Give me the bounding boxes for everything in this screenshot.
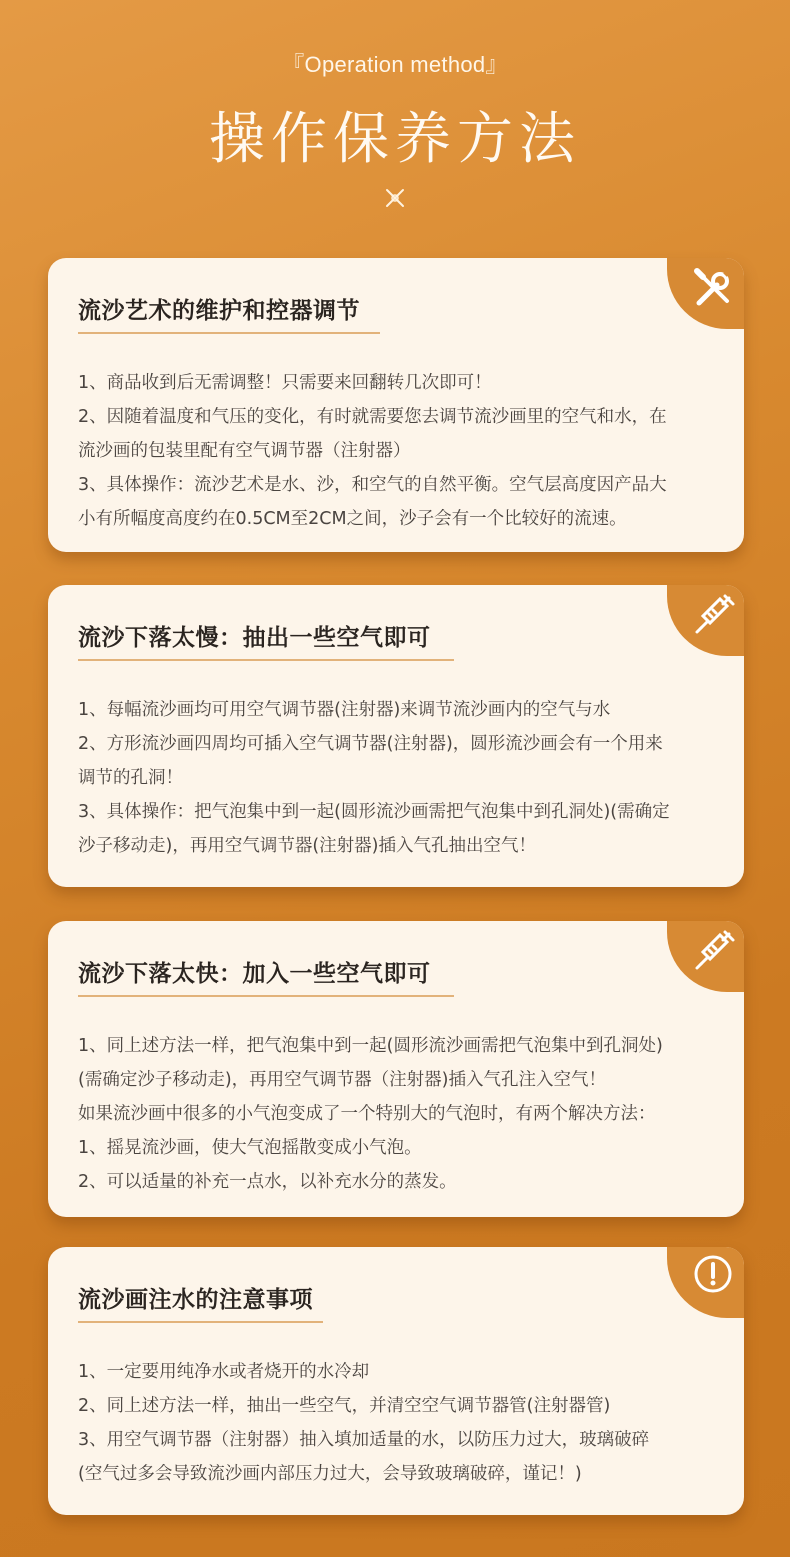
- card-line: 2、方形流沙画四周均可插入空气调节器(注射器)，圆形流沙画会有一个用来: [78, 734, 663, 754]
- page-title: 操作保养方法: [209, 107, 581, 172]
- card-line: 1、商品收到后无需调整！只需要来回翻转几次即可！: [78, 373, 492, 393]
- card-body: [78, 1029, 718, 1199]
- card-line: 1、同上述方法一样，把气泡集中到一起(圆形流沙画需把气泡集中到孔洞处): [78, 1036, 663, 1056]
- card-body: [78, 1355, 718, 1491]
- title-underline: [78, 1321, 323, 1323]
- card-body: [78, 366, 718, 536]
- title-underline: [78, 332, 380, 334]
- syringe-icon: [687, 590, 739, 642]
- card-too-fast: [48, 921, 744, 1217]
- card-line: 2、同上述方法一样，抽出一些空气，并清空空气调节器管(注射器管): [78, 1396, 611, 1416]
- card-line: (需确定沙子移动走)，再用空气调节器（注射器)插入气孔注入空气！: [78, 1070, 606, 1090]
- cross-ornament-icon: [384, 187, 406, 209]
- card-line: 调节的孔洞！: [78, 768, 183, 788]
- card-line: 2、因随着温度和气压的变化，有时就需要您去调节流沙画里的空气和水，在: [78, 407, 667, 427]
- card-icon-tab: [667, 1247, 744, 1318]
- card-line: 如果流沙画中很多的小气泡变成了一个特别大的气泡时，有两个解决方法：: [78, 1104, 656, 1124]
- card-too-slow: [48, 585, 744, 887]
- header: [0, 0, 790, 240]
- card-line: 3、具体操作：把气泡集中到一起(圆形流沙画需把气泡集中到孔洞处)(需确定: [78, 802, 670, 822]
- card-title: 流沙下落太慢：抽出一些空气即可: [78, 625, 431, 651]
- card-body: [78, 693, 718, 863]
- card-icon-tab: [667, 585, 744, 656]
- card-title: 流沙画注水的注意事项: [78, 1287, 313, 1313]
- card-line: 2、可以适量的补充一点水，以补充水分的蒸发。: [78, 1172, 457, 1192]
- card-line: 流沙画的包装里配有空气调节器（注射器）: [78, 441, 411, 461]
- card-line: 1、每幅流沙画均可用空气调节器(注射器)来调节流沙画内的空气与水: [78, 700, 611, 720]
- title-underline: [78, 995, 454, 997]
- card-icon-tab: [667, 921, 744, 992]
- card-line: (空气过多会导致流沙画内部压力过大，会导致玻璃破碎，谨记！): [78, 1464, 582, 1484]
- card-line: 小有所幅度高度约在0.5CM至2CM之间，沙子会有一个比较好的流速。: [78, 509, 627, 529]
- card-maintenance: [48, 258, 744, 552]
- wrench-screwdriver-icon: [687, 263, 739, 315]
- title-underline: [78, 659, 454, 661]
- card-line: 1、一定要用纯净水或者烧开的水冷却: [78, 1362, 370, 1382]
- card-title: 流沙艺术的维护和控器调节: [78, 298, 360, 324]
- card-water-notice: [48, 1247, 744, 1515]
- syringe-icon: [687, 926, 739, 978]
- exclamation-circle-icon: [687, 1252, 739, 1304]
- card-title: 流沙下落太快：加入一些空气即可: [78, 961, 431, 987]
- card-line: 1、摇晃流沙画，使大气泡摇散变成小气泡。: [78, 1138, 422, 1158]
- card-line: 3、具体操作：流沙艺术是水、沙，和空气的自然平衡。空气层高度因产品大: [78, 475, 667, 495]
- card-line: 沙子移动走)，再用空气调节器(注射器)插入气孔抽出空气！: [78, 836, 536, 856]
- card-icon-tab: [667, 258, 744, 329]
- card-line: 3、用空气调节器（注射器）抽入填加适量的水，以防压力过大，玻璃破碎: [78, 1430, 650, 1450]
- page-subtitle: 『Operation method』: [282, 52, 508, 77]
